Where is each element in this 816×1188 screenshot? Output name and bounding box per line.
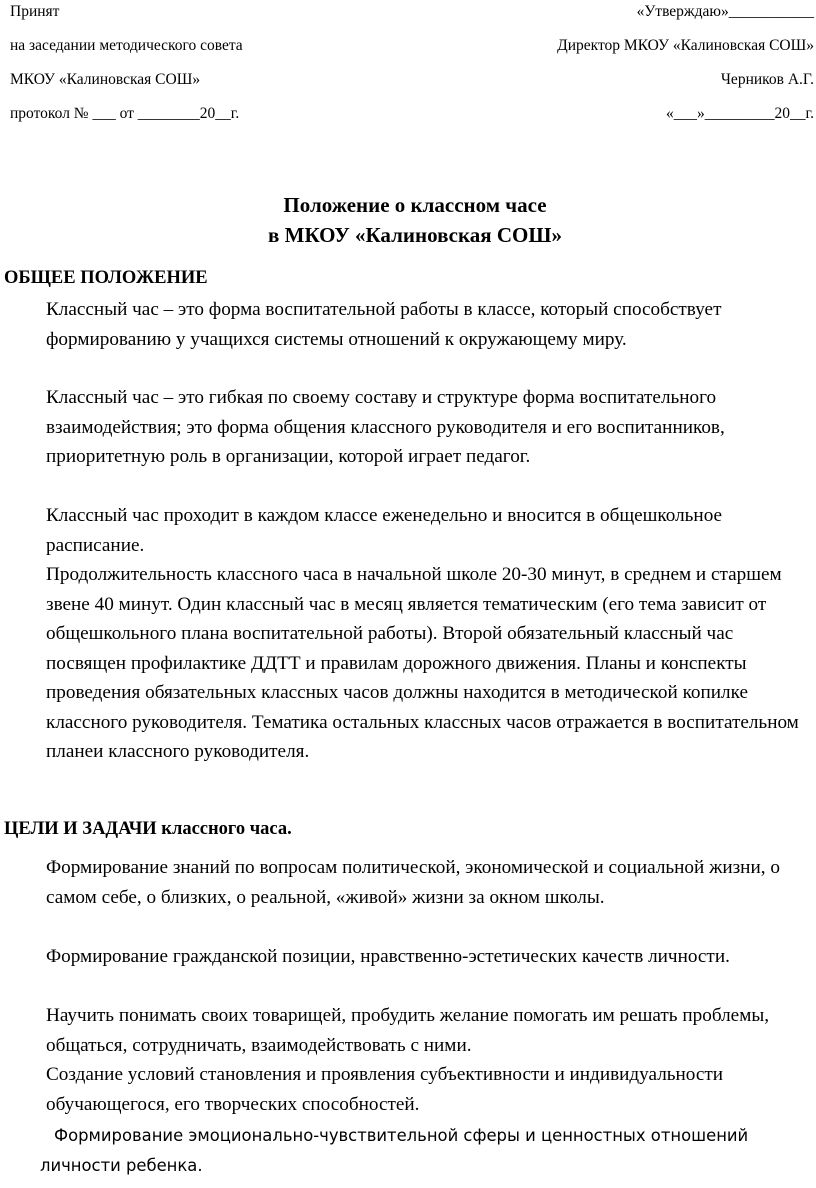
header-row-4: [10, 104, 814, 124]
header-row-3: [10, 70, 814, 90]
page-title: [0, 191, 816, 249]
protocol-label: протокол № ___ от ________20__г.: [10, 105, 240, 122]
header-row-2: [10, 36, 814, 56]
director-label: Директор МКОУ «Калиновская СОШ»: [557, 37, 814, 54]
header-row-1: [10, 2, 814, 22]
goals-last-line-2: личности ребенка.: [40, 1155, 203, 1175]
goals-last-paragraph: [40, 1121, 816, 1180]
general-paragraph: Классный час – это гибкая по своему составу и структуре форма воспитательного взаимодействия; это форма общения классного руководителя и его воспитанников, приоритетную роль в организации, которой играет педагог.: [46, 387, 725, 467]
accepted-label: Принят: [10, 3, 60, 20]
goals-last-line-1: Формирование эмоционально-чувствительной сферы и ценностных отношений: [54, 1126, 749, 1145]
goals-paragraph: Создание условий становления и проявления субъективности и индивидуальности обучающегося, его творческих способностей.: [46, 1064, 724, 1115]
title-line-1: Положение о классном часе: [283, 193, 547, 217]
general-paragraph: Классный час – это форма воспитательной работы в классе, который способствует формированию у учащихся системы отношений к окружающему миру.: [46, 299, 722, 350]
approve-label: «Утверждаю»___________: [636, 3, 814, 20]
goals-paragraph: Научить понимать своих товарищей, пробудить желание помогать им решать проблемы, общаться, сотрудничать, взаимодействовать с ними.: [46, 1005, 770, 1056]
title-line-2: в МКОУ «Калиновская СОШ»: [268, 223, 562, 247]
goals-paragraph: Формирование знаний по вопросам политической, экономической и социальной жизни, о самом себе, о близких, о реальной, «живой» жизни за окном школы.: [46, 857, 780, 908]
director-name: Черников А.Г.: [720, 71, 814, 88]
school-label: МКОУ «Калиновская СОШ»: [10, 71, 201, 88]
general-paragraph: Классный час проходит в каждом классе еженедельно и вносится в общешкольное расписание.: [46, 505, 723, 556]
council-label: на заседании методического совета: [10, 37, 243, 54]
approve-date-label: «___»_________20__г.: [666, 105, 814, 122]
general-heading: ОБЩЕЕ ПОЛОЖЕНИЕ: [4, 268, 208, 288]
goals-paragraph: Формирование гражданской позиции, нравственно-эстетических качеств личности.: [46, 946, 730, 967]
goals-heading: ЦЕЛИ И ЗАДАЧИ классного часа.: [4, 819, 292, 839]
general-paragraph: Продолжительность классного часа в начальной школе 20-30 минут, в среднем и старшем звене 40 минут. Один классный час в месяц является тематическим (его тема зависит от общешкольного плана воспитательной работы). Второй обязательный классный час посвящен профилактике ДДТТ и правилам дорожного движения. Планы и конспекты проведения обязательных классных часов должны находится в методической копилке классного руководителя. Тематика остальных классных часов отражается в воспитательном планеи классного руководителя.: [46, 564, 799, 762]
